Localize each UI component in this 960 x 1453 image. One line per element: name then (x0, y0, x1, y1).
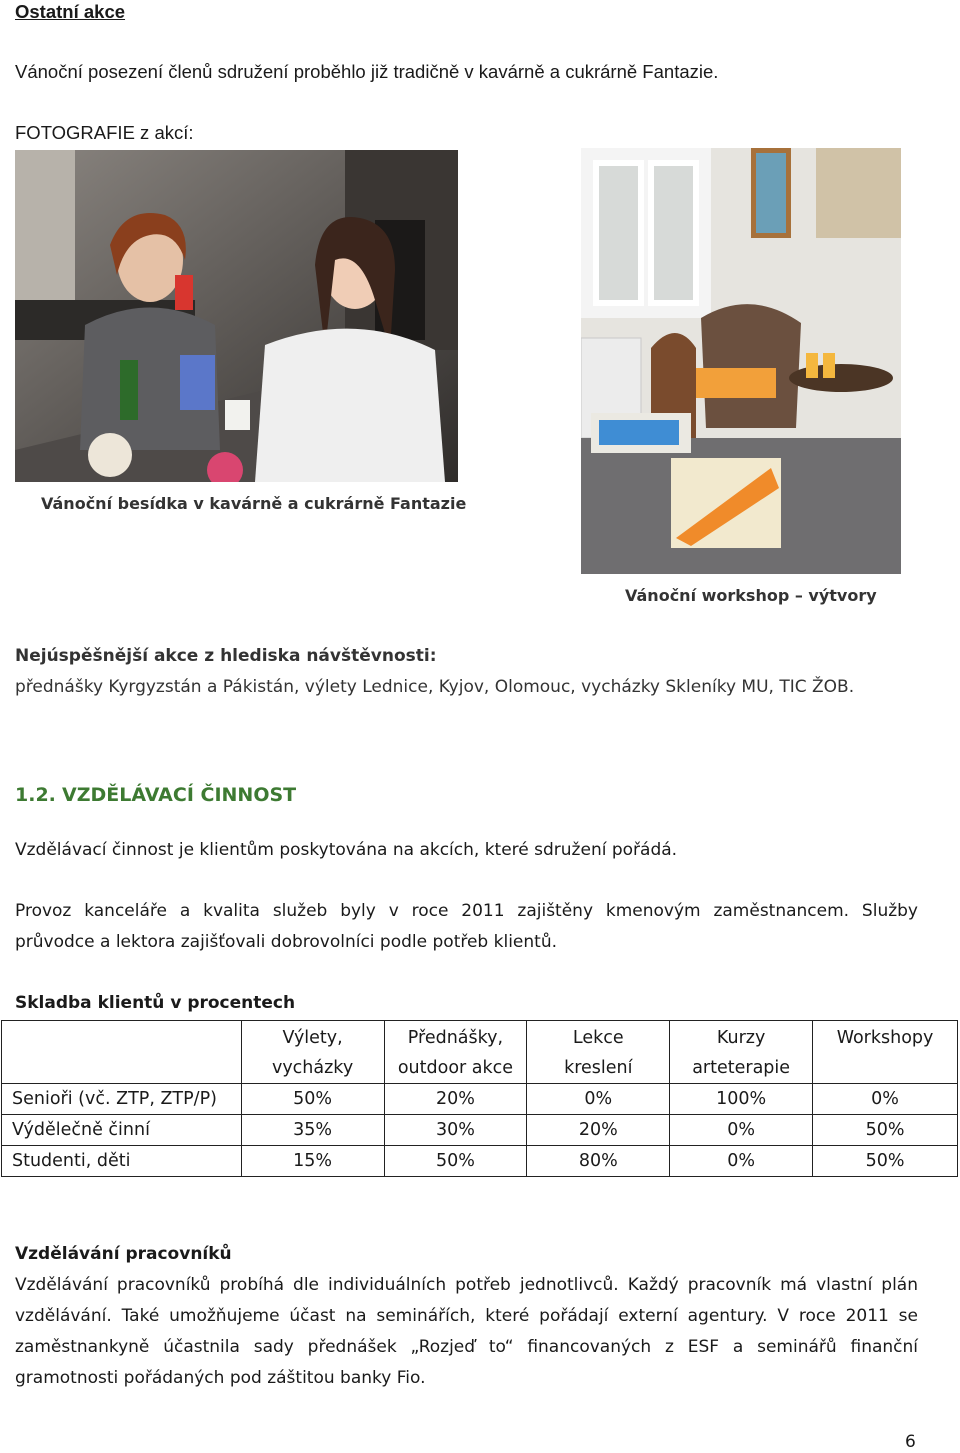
photo-caption-left: Vánoční besídka v kavárně a cukrárně Fantazie (41, 494, 467, 513)
clients-composition-table (1, 1020, 958, 1177)
paragraph-christmas-meeting: Vánoční posezení členů sdružení proběhlo již tradičně v kavárně a cukrárně Fantazie. (15, 61, 719, 82)
table-row (2, 1084, 958, 1115)
education-paragraph-2-line-1: Provoz kanceláře a kvalita služeb byly v roce 2011 zajištěny kmenovým zaměstnancem. Služby (15, 901, 918, 921)
table-cell: 20% (527, 1115, 670, 1146)
table-cell: 30% (384, 1115, 527, 1146)
table-cell: 100% (670, 1084, 813, 1115)
row-label: Výdělečně činní (2, 1115, 242, 1146)
table-cell: 35% (241, 1115, 384, 1146)
staff-education-line-2: vzdělávání. Také umožňujeme účast na seminářích, které pořádají externí agentury. V roce 2011 se (15, 1306, 918, 1326)
photo-caption-right: Vánoční workshop – výtvory (625, 586, 877, 605)
education-paragraph-2-line-2: průvodce a lektora zajišťovali dobrovolníci podle potřeb klientů. (15, 932, 557, 952)
section-title: VZDĚLÁVACÍ ČINNOST (62, 784, 297, 806)
attendance-heading: Nejúspěšnější akce z hlediska návštěvnosti: (15, 646, 437, 666)
table-cell: 50% (241, 1084, 384, 1115)
table-cell: 0% (670, 1115, 813, 1146)
staff-education-heading: Vzdělávání pracovníků (15, 1244, 232, 1264)
table-header-cell: Výlety, vycházky (241, 1021, 384, 1084)
table-header-cell: Lekce kreslení (527, 1021, 670, 1084)
table-cell: 50% (384, 1146, 527, 1177)
row-label: Studenti, děti (2, 1146, 242, 1177)
table-header-cell: Přednášky, outdoor akce (384, 1021, 527, 1084)
row-label: Senioři (vč. ZTP, ZTP/P) (2, 1084, 242, 1115)
section-heading-other: Ostatní akce (15, 1, 126, 22)
table-cell: 0% (527, 1084, 670, 1115)
table-cell: 0% (670, 1146, 813, 1177)
table-cell: 50% (813, 1146, 958, 1177)
section-number: 1.2. (15, 784, 56, 806)
staff-education-line-4: gramotnosti pořádaných pod záštitou banky Fio. (15, 1368, 426, 1388)
education-paragraph-1: Vzdělávací činnost je klientům poskytována na akcích, které sdružení pořádá. (15, 840, 678, 860)
table-cell: 50% (813, 1115, 958, 1146)
table-header-empty (2, 1021, 242, 1084)
table-cell: 20% (384, 1084, 527, 1115)
table-heading: Skladba klientů v procentech (15, 993, 296, 1013)
staff-education-line-3: zaměstnankyně účastnila sady přednášek „Rozjeď to“ financovaných z ESF a seminářů finanční (15, 1337, 918, 1357)
photos-label: FOTOGRAFIE z akcí: (15, 122, 194, 143)
page-number: 6 (905, 1432, 916, 1452)
table-row (2, 1146, 958, 1177)
table-row (2, 1115, 958, 1146)
table-header-row (2, 1021, 958, 1084)
table-cell: 80% (527, 1146, 670, 1177)
table-header-cell: Kurzy arteterapie (670, 1021, 813, 1084)
photo-christmas-workshop (581, 148, 901, 574)
table-cell: 15% (241, 1146, 384, 1177)
attendance-text: přednášky Kyrgyzstán a Pákistán, výlety Lednice, Kyjov, Olomouc, vycházky Skleníky MU, TIC ŽOB. (15, 677, 855, 697)
table-cell: 0% (813, 1084, 958, 1115)
photo-christmas-party (15, 150, 458, 482)
table-header-cell: Workshopy (813, 1021, 958, 1084)
staff-education-line-1: Vzdělávání pracovníků probíhá dle individuálních potřeb jednotlivců. Každý pracovník má vlastní plán (15, 1275, 918, 1295)
